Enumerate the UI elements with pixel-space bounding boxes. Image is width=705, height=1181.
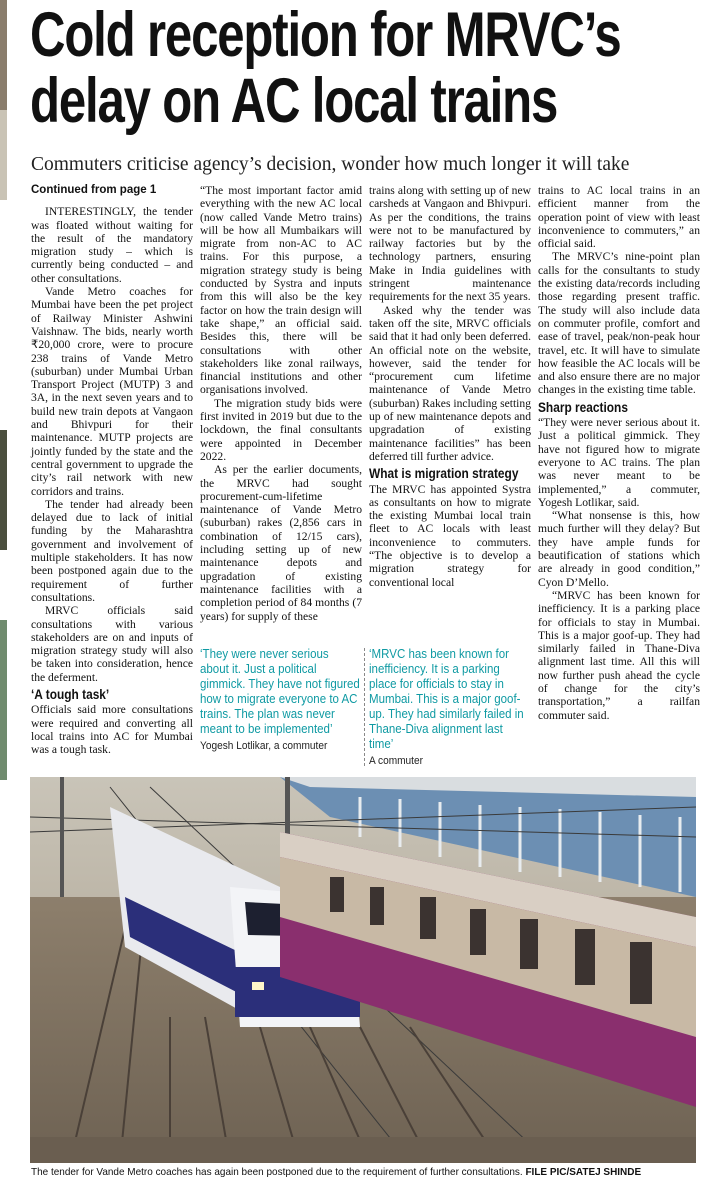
subheadline: Commuters criticise agency’s decision, wonder how much longer it will take <box>31 154 630 175</box>
photo-credit: FILE PIC/SATEJ SHINDE <box>525 1166 642 1178</box>
adjacent-page-strip <box>0 0 7 1181</box>
pull-quote-attribution: A commuter <box>369 755 423 767</box>
train-photo-illustration <box>30 777 696 1163</box>
paragraph: Officials said more consultations were required and converting all local trains into AC for Mumbai was a tough task. <box>31 703 193 757</box>
pull-quote-1 <box>200 646 360 752</box>
pull-quote-attribution: Yogesh Lotlikar, a commuter <box>200 740 328 752</box>
caption-text: The tender for Vande Metro coaches has again been postponed due to the requirement of further consultations. <box>31 1166 523 1178</box>
train-photo <box>30 777 696 1163</box>
continued-label: Continued from page 1 <box>31 184 157 196</box>
article-column-4 <box>538 184 700 722</box>
pull-quote-text: ‘MRVC has been known for inefficiency. It is a parking place for officials to stay in Mumbai. This is a major goof-up. They had similarly failed in Thane-Diva alignment last time’ <box>369 646 524 751</box>
article-column-3 <box>369 184 531 589</box>
headline-line-2: delay on AC local trains <box>30 66 558 136</box>
paragraph: As per the earlier documents, the MRVC had sought procurement-cum-lifetime maintenance of Vande Metro (suburban) rakes (2,856 cars in combination of 12/15 cars), including setting up of new maintenance depots and upgradation of existing maintenance facilities with a completion period of 84 months (7 years) for supply of these <box>200 463 362 623</box>
paragraph: MRVC officials said consultations with various stakeholders are on and inputs of migration strategy study will also be taken into consideration, hence the deferment. <box>31 604 193 684</box>
photo-caption <box>31 1166 641 1178</box>
paragraph: trains along with setting up of new carsheds at Vangaon and Bhivpuri. As per the conditions, the trains were not to be manufactured by railway factories but by the technology partners, ensuring Make in India guidelines with stringent maintenance requirements for the next 35 years. <box>369 184 531 304</box>
pull-quote-2 <box>369 646 529 767</box>
quote-divider <box>364 648 365 766</box>
section-heading: What is migration strategy <box>369 465 519 482</box>
paragraph: “What nonsense is this, how much further will they delay? But they have ample funds for beautification of stations which are already in good condition,” Cyon D’Mello. <box>538 509 700 589</box>
paragraph: The MRVC has appointed Systra as consultants on how to migrate the existing Mumbai local train fleet to AC locals with least inconvenience to commuters. “The objective is to develop a migration strategy for conventional local <box>369 482 531 589</box>
article-column-2 <box>200 184 362 623</box>
section-heading: ‘A tough task’ <box>31 685 110 702</box>
paragraph: Vande Metro coaches for Mumbai have been the pet project of Railway Minister Ashwini Vaishnaw. The bids, nearly worth ₹20,000 crore, were to procure 238 trains of Vande Metro (suburban) under Mumbai Urban Transport Project (MUTP) 3 and 3A, in the next seven years and to build new train depots at Vangaon and Bhivpuri for their maintenance. MUTP projects are jointly funded by the state and the central government to upgrade the city’s rail network with new corridors and trains. <box>31 285 193 498</box>
paragraph: “They were never serious about it. Just a political gimmick. They have not figured how to migrate everyone to AC trains. The plan was never meant to be implemented,” a commuter, Yogesh Lotlikar, said. <box>538 416 700 509</box>
headline-line-1: Cold reception for MRVC’s <box>30 0 621 70</box>
paragraph: The tender had already been delayed due to lack of initial funding by the Maharashtra government and involvement of multiple stakeholders. It has now been postponed again due to the requirement of further consultations. <box>31 497 193 604</box>
article-column-1 <box>31 184 193 756</box>
paragraph: “The most important factor amid everything with the new AC local (now called Vande Metro trains) will be how all Mumbaikars will migrate from non-AC to AC trains. For this purpose, a migration strategy study is being conducted by Systra and inputs from this will also be the key factor on how the train design will take shape,” an official said. Besides this, there will be consultations with other stakeholders like zonal railways, financial institutions and other organisations involved. <box>200 184 362 397</box>
paragraph: The migration study bids were first invited in 2019 but due to the lockdown, the final consultants were appointed in December 2022. <box>200 396 362 463</box>
paragraph: trains to AC local trains in an efficient manner from the operation point of view with least inconvenience to commuters,” an official said. <box>538 184 700 251</box>
paragraph: INTERESTINGLY, the tender was floated without waiting for the result of the mandatory migration study – which is currently being conducted – and other consultations. <box>31 205 193 285</box>
headline <box>30 2 700 134</box>
paragraph: “MRVC has been known for inefficiency. It is a parking place for officials to stay in Mumbai. This is a major goof-up. They had similarly failed in Thane-Diva alignment last time. All this will now further push ahead the cycle of change for the city’s transportation,” a railfan commuter said. <box>538 588 700 722</box>
paragraph: Asked why the tender was taken off the site, MRVC officials said that it had only been deferred. An official note on the website, however, said the tender for “procurement cum lifetime maintenance of Vande Metro (suburban) Rakes including setting up of new maintenance depots and upgradation of existing maintenance facilities” has been deferred till further advice. <box>369 303 531 463</box>
section-heading: Sharp reactions <box>538 398 628 415</box>
paragraph: The MRVC’s nine-point plan calls for the consultants to study the existing data/records including those regarding present traffic. The study will also include data on commuter profile, comfort and ease of travel, peak/non-peak hour travel, etc. It will have to simulate how feasible the AC locals will be and also ensure there are no major changes in the existing time table. <box>538 250 700 397</box>
pull-quote-text: ‘They were never serious about it. Just a political gimmick. They have not figured how to migrate everyone to AC trains. The plan was never meant to be implemented’ <box>200 646 360 736</box>
